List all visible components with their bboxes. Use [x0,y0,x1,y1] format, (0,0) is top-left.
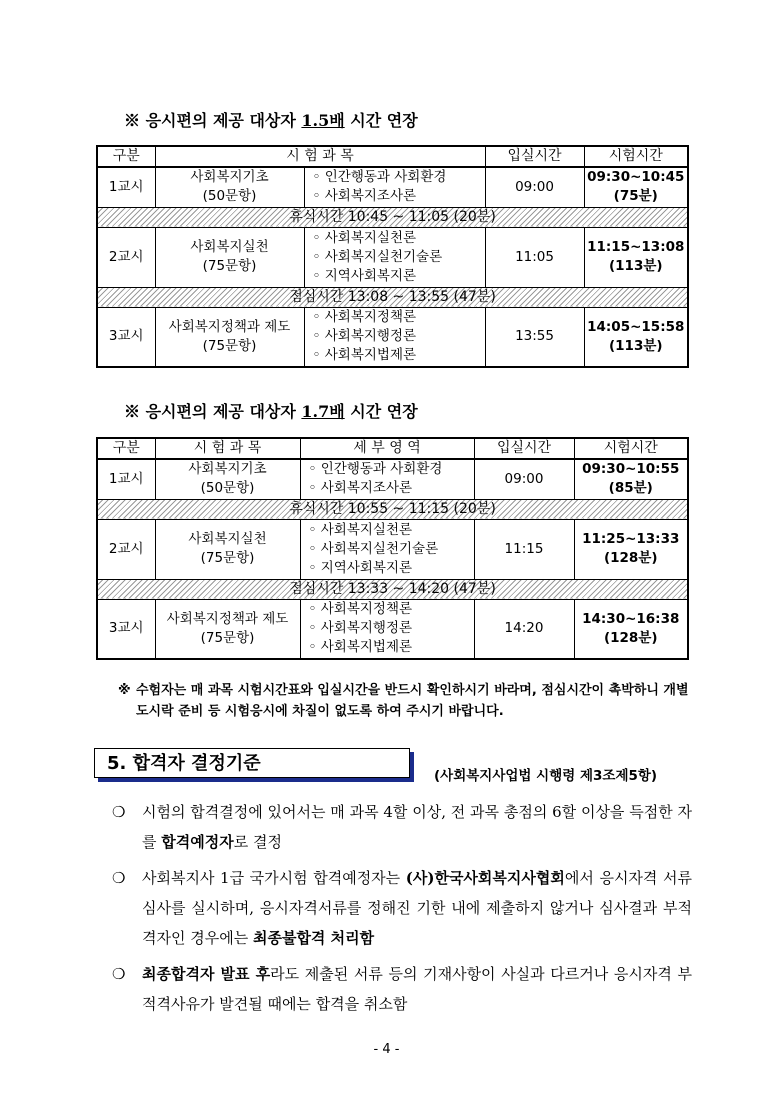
table-row [97,307,688,367]
question-count: (50문항) [200,480,255,497]
question-count: (75문항) [202,337,257,354]
bullet-emph: 최종합격자 발표 후 [142,965,271,983]
break-label: 휴식시간 10:45 ~ 11:05 (20분) [97,207,688,227]
col-subject-header: 시 험 과 목 [155,146,485,167]
criteria-list [112,797,692,1025]
entry-time-cell: 09:00 [485,167,584,207]
bullet-emph: 최종불합격 처리함 [252,929,375,947]
question-count: (75문항) [200,550,255,566]
area-cell [304,167,485,207]
bullet-text: 로 결정 [233,833,282,851]
exam-duration: (85분) [608,480,653,497]
col-time-header: 시험시간 [574,438,688,459]
area-item: ◦ 사회복지실천론 [312,229,417,246]
bullet-text: 에서 응시자격 서류심사를 실시하며, 응시자격서류를 정해진 기한 내에 제출하지 않거나 심사결과 부적격자인 경우에는 [142,869,692,947]
period-cell: 1교시 [97,167,155,207]
section-reference: (사회복지사업법 시행령 제3조제5항) [434,768,658,784]
table2-heading-suffix: 시간 연장 [344,402,418,421]
area-cell [304,227,485,287]
table1-heading [124,108,418,131]
entry-time-cell: 13:55 [485,307,584,367]
col-entry-header: 입실시간 [474,438,574,459]
period-cell: 2교시 [97,227,155,287]
lunch-label: 점심시간 13:08 ~ 13:55 (47분) [97,287,688,307]
exam-duration: (75분) [613,188,658,205]
exam-time: 14:30~16:38 [582,610,680,627]
schedule-table-1.7x [96,437,689,660]
table-header-row [97,438,688,459]
exam-time: 14:05~15:58 [587,318,685,335]
lunch-label: 점심시간 13:33 ~ 14:20 (47분) [97,579,688,599]
subject-cell [155,459,300,499]
area-item: ◦ 인간행동과 사회환경 [308,461,443,478]
exam-time-cell [584,167,688,207]
table1-heading-prefix: ※ 응시편의 제공 대상자 [124,111,302,130]
col-period-header: 구분 [97,146,155,167]
area-item: ◦ 사회복지정책론 [308,601,413,618]
subject-cell [155,599,300,659]
table2-heading-prefix: ※ 응시편의 제공 대상자 [124,402,302,421]
period-cell: 2교시 [97,519,155,579]
lunch-row [97,287,688,307]
bullet-circle-icon: ❍ [112,965,126,983]
table-row [97,599,688,659]
col-period-header: 구분 [97,438,155,459]
notice-mark: ※ [118,683,131,698]
subject-name: 사회복지실천 [188,531,267,547]
break-label: 휴식시간 10:55 ~ 11:15 (20분) [97,499,688,519]
area-cell [300,459,474,499]
entry-time-cell: 14:20 [474,599,574,659]
area-item: ◦ 인간행동과 사회환경 [312,169,447,186]
area-item: ◦ 지역사회복지론 [308,559,413,576]
section-title-box [94,748,410,778]
entry-time-cell: 11:05 [485,227,584,287]
area-item: ◦ 사회복지실천기술론 [312,248,443,265]
subject-cell [155,307,304,367]
page-number: - 4 - [373,1042,400,1057]
bullet-text: 사회복지사 1급 국가시험 합격예정자는 [142,869,406,887]
area-cell [300,519,474,579]
list-item [112,863,692,953]
exam-duration: (128분) [603,629,658,646]
bullet-text: 시험의 합격결정에 있어서는 매 과목 4할 이상, 전 과목 총점의 6할 이상을 득점한 자를 [142,803,692,851]
subject-name: 사회복지정책과 제도 [168,318,291,335]
notice-text: 수험자는 매 과목 시험시간표와 입실시간을 반드시 확인하시기 바라며, 점심시간이 촉박하니 개별 도시락 준비 등 시험응시에 차질이 없도록 하여 주시기 바랍니다. [136,683,689,719]
col-area-header: 세 부 영 역 [300,438,474,459]
exam-time-cell [574,599,688,659]
table-row [97,519,688,579]
list-item [112,797,692,857]
table1-heading-emph: 1.5배 [301,111,345,130]
area-item: ◦ 사회복지조사론 [312,188,417,205]
area-cell [304,307,485,367]
exam-time: 11:25~13:33 [582,531,680,547]
bullet-circle-icon: ❍ [112,803,126,821]
table1-heading-suffix: 시간 연장 [344,111,418,130]
question-count: (75문항) [202,258,257,274]
bullet-emph: (사)한국사회복지사협회 [405,869,565,887]
table-row [97,459,688,499]
col-entry-header: 입실시간 [485,146,584,167]
area-item: ◦ 사회복지실천론 [308,521,413,538]
area-item: ◦ 사회복지법제론 [308,639,413,656]
exam-time-cell [574,459,688,499]
question-count: (50문항) [202,188,257,205]
exam-duration: (113분) [608,258,663,274]
area-item: ◦ 사회복지법제론 [312,347,417,364]
subject-name: 사회복지기초 [188,461,267,478]
subject-cell [155,167,304,207]
area-item: ◦ 사회복지행정론 [312,328,417,345]
exam-time: 11:15~13:08 [587,239,685,255]
table-row [97,167,688,207]
table-header-row [97,146,688,167]
area-cell [300,599,474,659]
col-subject-header: 시 험 과 목 [155,438,300,459]
bullet-text: 라도 제출된 서류 등의 기재사항이 사실과 다르거나 응시자격 부적격사유가 발견될 때에는 합격을 취소함 [142,965,692,1013]
area-item: ◦ 사회복지정책론 [312,309,417,326]
table-row [97,227,688,287]
period-cell: 1교시 [97,459,155,499]
schedule-table-1.5x [96,145,689,368]
exam-time-cell [584,227,688,287]
period-cell: 3교시 [97,599,155,659]
subject-name: 사회복지기초 [190,169,269,186]
subject-name: 사회복지실천 [190,239,269,255]
exam-time-cell [574,519,688,579]
entry-time-cell: 11:15 [474,519,574,579]
period-cell: 3교시 [97,307,155,367]
col-time-header: 시험시간 [584,146,688,167]
subject-name: 사회복지정책과 제도 [166,610,289,627]
area-item: ◦ 사회복지조사론 [308,480,413,497]
exam-time: 09:30~10:55 [582,461,680,478]
subject-cell [155,227,304,287]
lunch-notice [118,680,698,722]
area-item: ◦ 사회복지행정론 [308,620,413,637]
lunch-row [97,579,688,599]
exam-duration: (113분) [608,337,663,354]
area-item: ◦ 사회복지실천기술론 [308,540,439,557]
break-row [97,207,688,227]
exam-time: 09:30~10:45 [587,169,685,186]
exam-duration: (128분) [603,550,658,566]
table2-heading [124,399,418,422]
bullet-emph: 합격예정자 [161,833,234,851]
entry-time-cell: 09:00 [474,459,574,499]
section-title: 5. 합격자 결정기준 [107,753,261,774]
bullet-circle-icon: ❍ [112,869,126,887]
list-item [112,959,692,1019]
question-count: (75문항) [200,629,255,646]
area-item: ◦ 지역사회복지론 [312,267,417,284]
break-row [97,499,688,519]
subject-cell [155,519,300,579]
exam-time-cell [584,307,688,367]
table2-heading-emph: 1.7배 [301,402,345,421]
